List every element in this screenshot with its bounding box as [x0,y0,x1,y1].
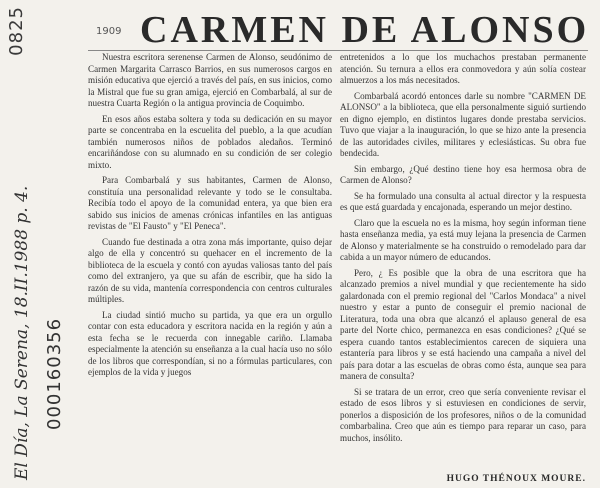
paragraph: Combarbalá acordó entonces darle su nombre "CARMEN DE ALONSO" a la biblioteca, que ella personalmente siguió surtiendo en digno ejemplo, en distintos lugares donde prestaba servicios. Tuvo que viajar a la inauguración, lo que se hizo ante la presencia de las autoridades civiles, militares y eclesiásticas. Su obra fue bendecida. [340,90,586,158]
left-column [88,52,332,383]
handwritten-source: El Día, La Serena, 18.II.1988 p. 4. [12,185,32,480]
paragraph: Nuestra escritora serenense Carmen de Alonso, seudónimo de Carmen Margarita Carrasco Barrios, en sus numerosos cargos en misión educativa que ejerció a través del país, en sus inicios, como la Mistral que fue su gran amiga, ejerció en Combarbalá, al sur de nuestra Cuarta Región o la antigua provincia de Coquimbo. [88,52,332,108]
paragraph: En esos años estaba soltera y toda su dedicación en su mayor parte se concentraba en la escuelita del pueblo, a la que acudían también numerosos niños de poblados aledaños. Terminó encariñándose con su alumnado en su condición de ser colegio mixto. [88,113,332,170]
paragraph: Claro que la escuela no es la misma, hoy según informan tiene hasta enseñanza media, ya está muy lejana la presencia de Carmen de Alonso y materialmente se ha construido o remodelado para dar cabida a un mayor número de educandos. [340,217,586,262]
paragraph: Cuando fue destinada a otra zona más importante, quiso dejar algo de ella y concentró su quehacer en el incremento de la biblioteca de la escuela y contó con ayudas valiosas tanto del país como del extranjero, ya que su afán de escribir, que ha sido la razón de su vida, mantenía correspondencia con centros culturales múltiples. [88,236,332,304]
paragraph: Si se tratara de un error, creo que sería conveniente revisar el estado de esos libros y si estuviesen en condiciones de servir, ponerlos a disposición de los profesores, niños o de la comunidad combarbalina. Creo que aún es tiempo para reparar un caso, para muchos, insólito. [340,386,586,443]
paragraph: entretenidos a lo que los muchachos prestaban permanente atención. Su ternura a ellos era conmovedora y aún solía costear almuerzos a los más necesitados. [340,52,586,85]
article-author: HUGO THÉNOUX MOURE. [446,474,586,484]
paragraph: Sin embargo, ¿Qué destino tiene hoy esa hermosa obra de Carmen de Alonso? [340,163,586,185]
right-column [340,52,586,448]
paragraph: Pero, ¿ Es posible que la obra de una escritora que ha alcanzado premios a nivel mundial y que recientemente ha sido galardonada con el premio regional del "Carlos Mondaca" a nivel nuestro y estar a punto de conseguir el premio nacional de Literatura, toda una obra que alcanzó el aplauso general de esa parte del Norte chico, permanezca en esas condiciones? ¿Qué se espera cuando tantos establecimientos carecen de siquiera una estantería para libros y se está haciendo una campaña a nivel del país para dotar a las escuelas de obras como ésta, aunque sea para manera de consulta? [340,267,586,381]
handwritten-note: 1909 [96,26,122,37]
paragraph: La ciudad sintió mucho su partida, ya que era un orgullo contar con esta educadora y escritora nacida en la región y aún a esta fecha se le recuerda con innegable cariño. Llamaba especialmente la atención su enseñanza a la cual hacía uso no sólo de los libros que correspondían, si no a fórmulas particulares, con ejemplos de la vida y juegos [88,309,332,377]
paragraph: Se ha formulado una consulta al actual director y la respuesta es que está guardada y encajonada, esperando un mejor destino. [340,190,586,212]
title-divider [88,50,588,51]
article-title: CARMEN DE ALONSO [140,9,590,51]
handwritten-code: 0825 [6,6,27,56]
paragraph: Para Combarbalá y sus habitantes, Carmen de Alonso, constituía una personalidad relevante y todo se le consultaba. Recibía todo el apoyo de la comunidad entera, ya que bien era sabido sus inicios de amenas crónicas infantiles en las antiguas revistas de "El Fausto" y "El Peneca". [88,175,332,231]
handwritten-id: 000160356 [44,317,65,430]
